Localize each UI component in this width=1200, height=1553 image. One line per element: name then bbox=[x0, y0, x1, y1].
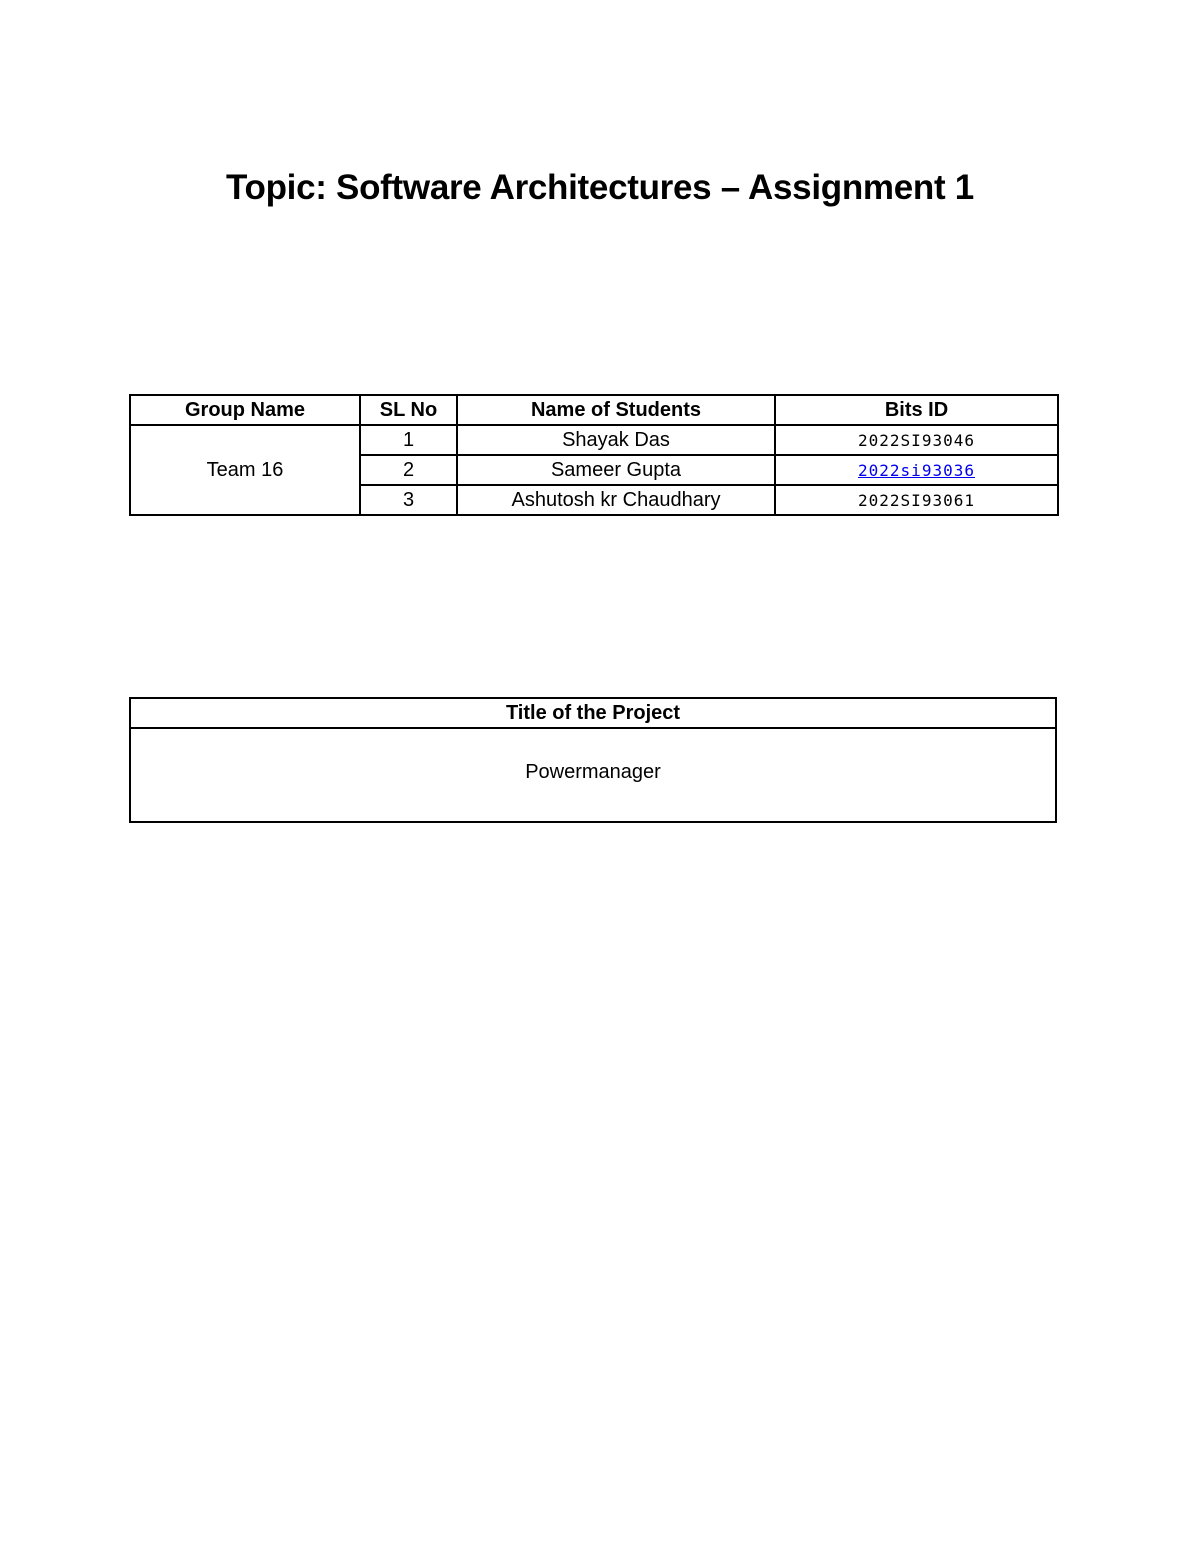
bits-id-cell bbox=[775, 455, 1058, 485]
bits-id-link[interactable]: 2022si93036 bbox=[858, 460, 975, 480]
header-group-name: Group Name bbox=[130, 395, 360, 425]
student-name-cell: Sameer Gupta bbox=[457, 455, 775, 485]
sl-no-cell: 1 bbox=[360, 425, 457, 455]
group-name-cell: Team 16 bbox=[130, 425, 360, 515]
project-table-header-row bbox=[130, 698, 1056, 728]
table-row bbox=[130, 425, 1058, 455]
sl-no-cell: 3 bbox=[360, 485, 457, 515]
header-bits-id: Bits ID bbox=[775, 395, 1058, 425]
bits-id-cell: 2022SI93046 bbox=[775, 425, 1058, 455]
project-title-cell: Powermanager bbox=[130, 728, 1056, 822]
project-table bbox=[129, 697, 1057, 823]
header-student-name: Name of Students bbox=[457, 395, 775, 425]
student-name-cell: Ashutosh kr Chaudhary bbox=[457, 485, 775, 515]
project-title-header: Title of the Project bbox=[130, 698, 1056, 728]
sl-no-cell: 2 bbox=[360, 455, 457, 485]
student-name-cell: Shayak Das bbox=[457, 425, 775, 455]
project-table-body-row bbox=[130, 728, 1056, 822]
header-sl-no: SL No bbox=[360, 395, 457, 425]
team-table-header-row bbox=[130, 395, 1058, 425]
team-table bbox=[129, 394, 1059, 516]
page-title: Topic: Software Architectures – Assignment 1 bbox=[226, 168, 974, 207]
bits-id-cell: 2022SI93061 bbox=[775, 485, 1058, 515]
